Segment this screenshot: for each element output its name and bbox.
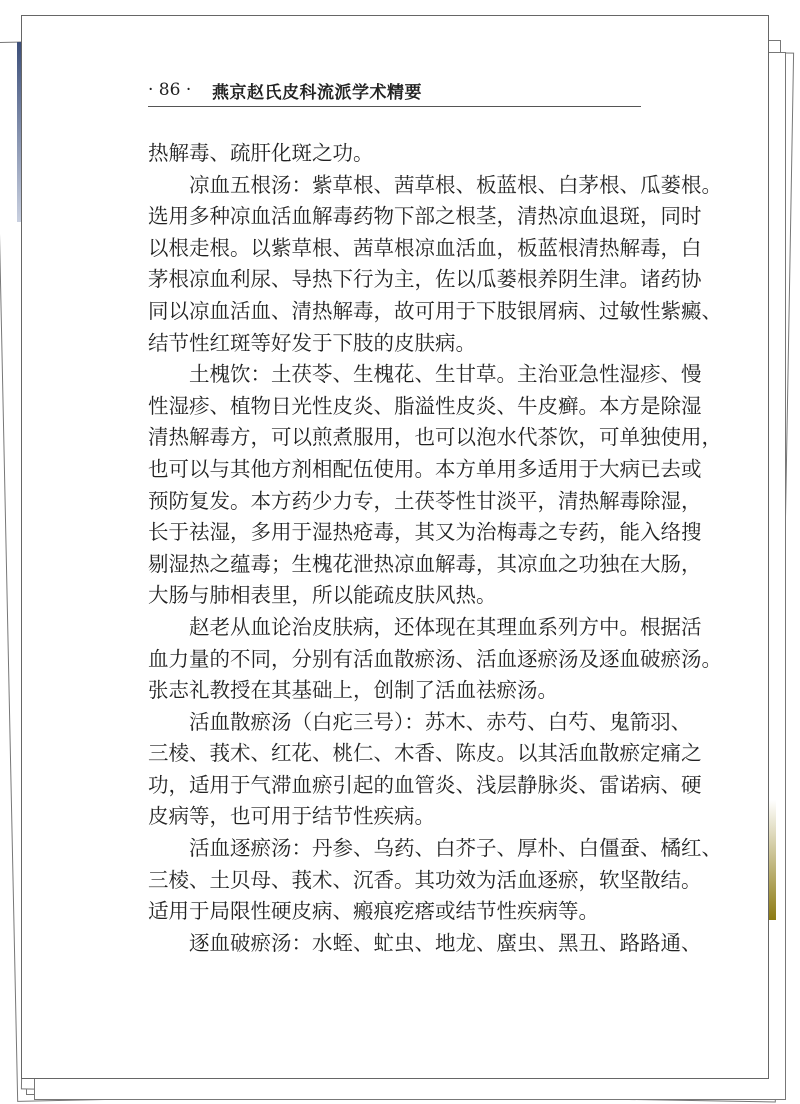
text-line: 清热解毒方，可以煎煮服用，也可以泡水代茶饮，可单独使用， <box>148 425 722 450</box>
text-line: 凉血五根汤：紫草根、茜草根、板蓝根、白茅根、瓜蒌根。 <box>189 172 722 197</box>
book-title: 燕京赵氏皮科流派学术精要 <box>212 83 422 103</box>
text-line: 也可以与其他方剂相配伍使用。本方单用多适用于大病已去或 <box>148 456 702 481</box>
text-line: 热解毒、疏肝化斑之功。 <box>148 141 374 165</box>
paragraph <box>148 833 722 928</box>
text-line: 活血逐瘀汤：丹参、乌药、白芥子、厚朴、白僵蚕、橘红、 <box>189 836 722 861</box>
body-text <box>148 138 722 959</box>
text-line: 结节性红斑等好发于下肢的皮肤病。 <box>148 330 476 355</box>
running-header <box>148 78 641 107</box>
text-line: 选用多种凉血活血解毒药物下部之根茎，清热凉血退斑，同时 <box>148 204 702 229</box>
text-line: 皮病等，也可用于结节性疾病。 <box>148 804 435 829</box>
text-line: 张志礼教授在其基础上，创制了活血祛瘀汤。 <box>148 678 558 703</box>
text-line: 以根走根。以紫草根、茜草根凉血活血，板蓝根清热解毒，白 <box>148 235 702 260</box>
text-line: 血力量的不同，分别有活血散瘀汤、活血逐瘀汤及逐血破瘀汤。 <box>148 646 722 671</box>
book-page <box>21 15 769 1079</box>
paragraph <box>148 138 627 170</box>
text-line: 长于祛湿，多用于湿热疮毒，其又为治梅毒之专药，能入络搜 <box>148 520 702 545</box>
text-line: 赵老从血论治皮肤病，还体现在其理血系列方中。根据活 <box>189 614 702 639</box>
text-line: 剔湿热之蕴毒；生槐花泄热凉血解毒，其凉血之功独在大肠， <box>148 551 702 576</box>
text-line: 三棱、土贝母、莪术、沉香。其功效为活血逐瘀，软坚散结。 <box>148 867 702 892</box>
paragraph <box>148 612 722 707</box>
text-line: 土槐饮：土茯苓、生槐花、生甘草。主治亚急性湿疹、慢 <box>189 362 702 387</box>
paragraph <box>148 707 702 833</box>
text-line: 活血散瘀汤（白疕三号）：苏木、赤芍、白芍、鬼箭羽、 <box>189 709 692 734</box>
text-line: 大肠与肺相表里，所以能疏皮肤风热。 <box>148 583 497 608</box>
paragraph <box>148 170 722 360</box>
text-line: 同以凉血活血、清热解毒，故可用于下肢银屑病、过敏性紫癜、 <box>148 298 722 323</box>
paragraph <box>148 359 722 612</box>
text-line: 逐血破瘀汤：水蛭、虻虫、地龙、䗪虫、黑丑、路路通、 <box>189 930 702 955</box>
text-line: 预防复发。本方药少力专，土茯苓性甘淡平，清热解毒除湿， <box>148 488 702 513</box>
text-line: 三棱、莪术、红花、桃仁、木香、陈皮。以其活血散瘀定痛之 <box>148 741 702 766</box>
page-number: · 86 · <box>148 80 192 100</box>
text-line: 功，适用于气滞血瘀引起的血管炎、浅层静脉炎、雷诺病、硬 <box>148 772 702 797</box>
text-line: 适用于局限性硬皮病、瘢痕疙瘩或结节性疾病等。 <box>148 899 599 924</box>
text-line: 茅根凉血利尿、导热下行为主，佐以瓜蒌根养阴生津。诸药协 <box>148 267 702 292</box>
paragraph <box>148 928 702 960</box>
page-edge-decoration <box>768 800 776 920</box>
text-line: 性湿疹、植物日光性皮炎、脂溢性皮炎、牛皮癣。本方是除湿 <box>148 393 702 418</box>
